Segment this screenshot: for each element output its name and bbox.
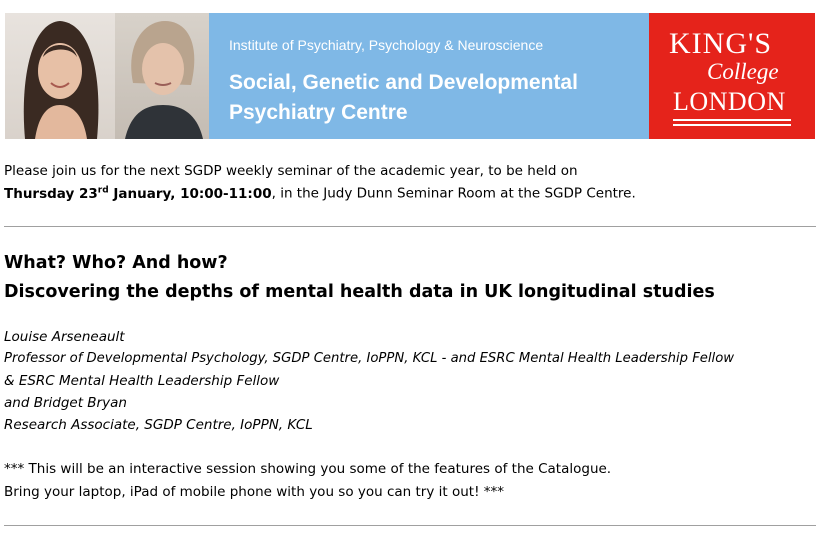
logo-rule (673, 119, 791, 121)
centre-name-line-2: Psychiatry Centre (229, 101, 408, 124)
note-line-1: *** This will be an interactive session showing you some of the features of the Catalogue. (4, 461, 612, 477)
centre-name-line-1: Social, Genetic and Developmental (229, 71, 578, 94)
talk-title-line-1: What? Who? And how? (4, 253, 228, 273)
seminar-date: Thursday 23rd January, 10:00-11:00 (4, 185, 272, 202)
department-name: Institute of Psychiatry, Psychology & Neuroscience (229, 37, 544, 53)
header-banner (5, 13, 815, 139)
intro-line-1: Please join us for the next SGDP weekly seminar of the academic year, to be held on (4, 163, 578, 179)
speaker-photo-1 (5, 13, 115, 139)
speaker-role-2: Research Associate, SGDP Centre, IoPPN, KCL (4, 417, 313, 433)
logo-line-3: LONDON (673, 87, 786, 116)
speaker-role-1: Professor of Developmental Psychology, SGDP Centre, IoPPN, KCL - and ESRC Mental Health Leadership Fellow (4, 351, 735, 366)
talk-title-line-2: Discovering the depths of mental health data in UK longitudinal studies (4, 282, 715, 302)
speaker-name-2: and Bridget Bryan (4, 395, 127, 411)
speaker-role-1b: & ESRC Mental Health Leadership Fellow (4, 373, 280, 389)
logo-line-2: College (707, 59, 779, 84)
logo-line-1: KING'S (669, 27, 773, 60)
divider (4, 226, 816, 227)
centre-name (229, 68, 578, 128)
seminar-location: , in the Judy Dunn Seminar Room at the SGDP Centre. (271, 185, 636, 202)
divider-bottom (4, 525, 816, 526)
institute-panel (209, 13, 649, 139)
logo-rule (673, 124, 791, 126)
intro-line-2 (4, 185, 636, 202)
kings-college-logo (649, 13, 815, 139)
note-line-2: Bring your laptop, iPad of mobile phone with you so you can try it out! *** (4, 484, 505, 500)
speaker-name-1: Louise Arseneault (4, 329, 125, 345)
speaker-photo-2 (115, 13, 209, 139)
